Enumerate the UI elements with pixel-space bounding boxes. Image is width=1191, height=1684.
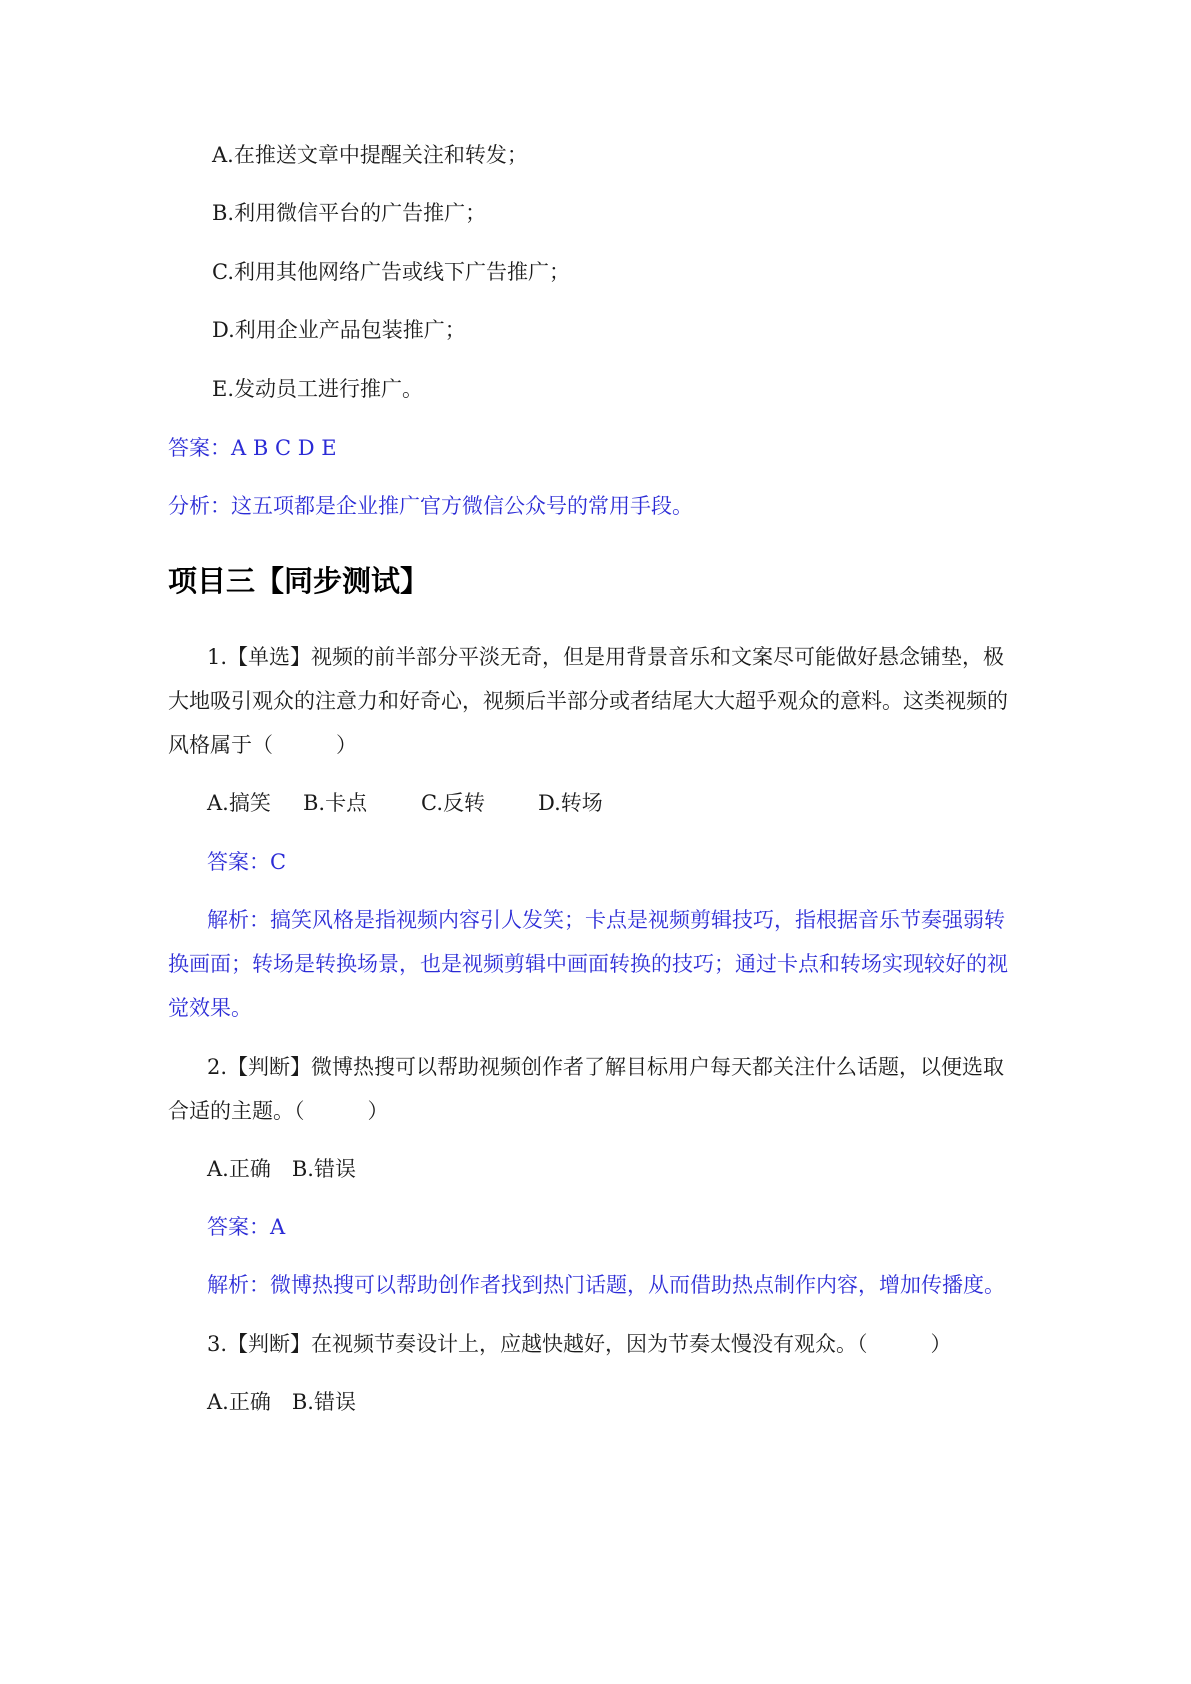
- q3-stem: 3.【判断】在视频节奏设计上，应越快越好，因为节奏太慢没有观众。（ ）: [207, 1332, 952, 1356]
- option-a: A.在推送文章中提醒关注和转发；: [212, 143, 528, 167]
- option-d: D.利用企业产品包装推广；: [212, 318, 466, 342]
- section-title: 项目三【同步测试】: [168, 564, 430, 598]
- q1-analysis-line-1: 解析：搞笑风格是指视频内容引人发笑；卡点是视频剪辑技巧，指根据音乐节奏强弱转: [207, 908, 1005, 932]
- q1-stem-line-3: 风格属于（ ）: [168, 733, 357, 757]
- q2-stem-line-1: 2.【判断】微博热搜可以帮助视频创作者了解目标用户每天都关注什么话题，以便选取: [207, 1055, 1005, 1079]
- q1-analysis-line-3: 觉效果。: [168, 996, 252, 1020]
- option-e: E.发动员工进行推广。: [212, 377, 424, 401]
- q1-option-d: D.转场: [538, 791, 603, 815]
- q1-stem-line-2: 大地吸引观众的注意力和好奇心，视频后半部分或者结尾大大超乎观众的意料。这类视频的: [168, 689, 1008, 713]
- option-c: C.利用其他网络广告或线下广告推广；: [212, 260, 570, 284]
- q1-option-b: B.卡点: [303, 791, 368, 815]
- q1-answer: 答案：C: [207, 850, 287, 874]
- q2-stem-line-2: 合适的主题。（ ）: [168, 1099, 389, 1123]
- q2-analysis: 解析：微博热搜可以帮助创作者找到热门话题，从而借助热点制作内容，增加传播度。: [207, 1273, 1005, 1297]
- q1-stem-line-1: 1.【单选】视频的前半部分平淡无奇，但是用背景音乐和文案尽可能做好悬念铺垫，极: [207, 645, 1005, 669]
- q3-options: A.正确 B.错误: [207, 1390, 356, 1414]
- option-b: B.利用微信平台的广告推广；: [212, 201, 487, 225]
- q1-analysis-line-2: 换画面；转场是转换场景，也是视频剪辑中画面转换的技巧；通过卡点和转场实现较好的视: [168, 952, 1008, 976]
- analysis-line: 分析：这五项都是企业推广官方微信公众号的常用手段。: [168, 494, 693, 518]
- q2-answer: 答案：A: [207, 1215, 286, 1239]
- q2-options: A.正确 B.错误: [207, 1157, 356, 1181]
- q1-option-a: A.搞笑: [207, 791, 271, 815]
- answer-line: 答案：A B C D E: [168, 436, 337, 460]
- q1-option-c: C.反转: [421, 791, 485, 815]
